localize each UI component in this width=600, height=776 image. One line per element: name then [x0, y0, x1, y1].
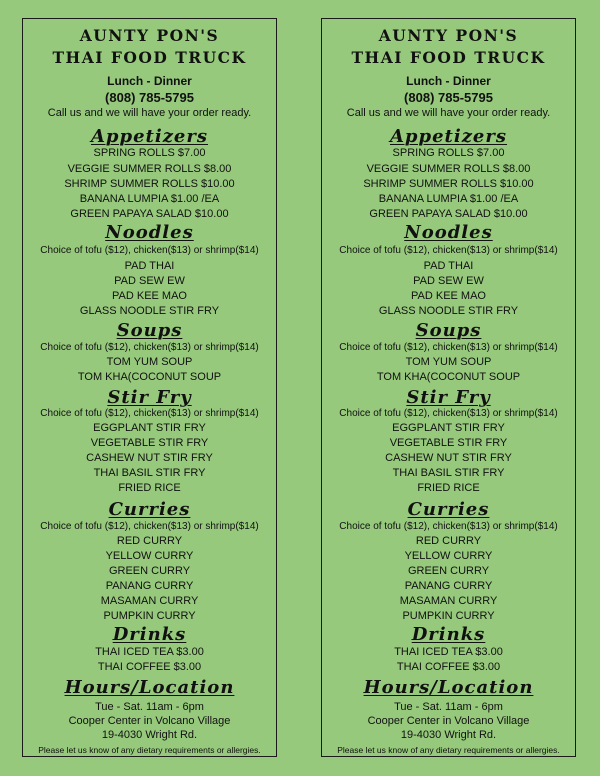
menu-item: TOM KHA(COCONUT SOUP	[77, 371, 222, 383]
menu-item: SHRIMP SUMMER ROLLS $10.00	[363, 178, 534, 190]
menu-panel-right	[321, 18, 576, 757]
section-heading-drinks: Drinks	[112, 624, 187, 645]
menu-item: VEGGIE SUMMER ROLLS $8.00	[67, 163, 232, 175]
dietary-footnote: Please let us know of any dietary requirements or allergies.	[38, 745, 261, 755]
menu-item: PUMPKIN CURRY	[103, 610, 196, 622]
menu-panel-left	[22, 18, 277, 757]
menu-item: THAI COFFEE $3.00	[396, 661, 501, 673]
menu-item: GLASS NOODLE STIR FRY	[378, 305, 519, 317]
section-heading-stir-fry: Stir Fry	[406, 387, 491, 408]
menu-item: MASAMAN CURRY	[399, 595, 498, 607]
menu-item: SHRIMP SUMMER ROLLS $10.00	[64, 178, 235, 190]
address-line: 19-4030 Wright Rd.	[101, 729, 198, 741]
section-heading-soups: Soups	[116, 320, 183, 341]
section-heading-noodles: Noodles	[105, 222, 194, 243]
service-times: Lunch - Dinner	[406, 74, 491, 88]
menu-item: RED CURRY	[415, 535, 482, 547]
section-heading-hours-location: Hours/Location	[363, 677, 534, 698]
menu-item: THAI COFFEE $3.00	[97, 661, 202, 673]
menu-item: EGGPLANT STIR FRY	[93, 422, 206, 434]
location-line: Cooper Center in Volcano Village	[367, 715, 530, 727]
section-heading-noodles: Noodles	[404, 222, 493, 243]
menu-item: GLASS NOODLE STIR FRY	[79, 305, 220, 317]
menu-item: VEGETABLE STIR FRY	[389, 437, 508, 449]
menu-item: PUMPKIN CURRY	[402, 610, 495, 622]
menu-item: PAD THAI	[423, 260, 474, 272]
menu-item: FRIED RICE	[417, 482, 480, 494]
protein-choice-note: Choice of tofu ($12), chicken($13) or shrimp($14)	[40, 342, 259, 353]
protein-choice-note: Choice of tofu ($12), chicken($13) or shrimp($14)	[339, 342, 558, 353]
section-heading-curries: Curries	[108, 499, 191, 520]
menu-item: YELLOW CURRY	[105, 550, 194, 562]
protein-choice-note: Choice of tofu ($12), chicken($13) or shrimp($14)	[40, 245, 259, 256]
section-heading-drinks: Drinks	[411, 624, 486, 645]
protein-choice-note: Choice of tofu ($12), chicken($13) or shrimp($14)	[40, 521, 259, 532]
menu-item: THAI BASIL STIR FRY	[93, 467, 206, 479]
menu-item: GREEN PAPAYA SALAD $10.00	[369, 208, 528, 220]
menu-title-line1: AUNTY PON'S	[378, 26, 519, 45]
menu-title-line1: AUNTY PON'S	[79, 26, 220, 45]
section-heading-stir-fry: Stir Fry	[107, 387, 192, 408]
menu-item: TOM KHA(COCONUT SOUP	[376, 371, 521, 383]
section-heading-curries: Curries	[407, 499, 490, 520]
menu-item: SPRING ROLLS $7.00	[392, 147, 505, 159]
menu-item: CASHEW NUT STIR FRY	[86, 452, 213, 464]
menu-item: FRIED RICE	[118, 482, 181, 494]
menu-item: VEGGIE SUMMER ROLLS $8.00	[366, 163, 531, 175]
menu-item: CASHEW NUT STIR FRY	[385, 452, 512, 464]
location-line: Cooper Center in Volcano Village	[68, 715, 231, 727]
section-heading-appetizers: Appetizers	[90, 126, 209, 147]
menu-item: PANANG CURRY	[105, 580, 194, 592]
menu-item: PAD THAI	[124, 260, 175, 272]
menu-item: YELLOW CURRY	[404, 550, 493, 562]
menu-item: TOM YUM SOUP	[106, 356, 193, 368]
menu-item: PAD SEW EW	[413, 275, 484, 287]
menu-title-line2: THAI FOOD TRUCK	[351, 48, 546, 67]
menu-item: GREEN CURRY	[108, 565, 191, 577]
menu-item: THAI BASIL STIR FRY	[392, 467, 505, 479]
menu-item: MASAMAN CURRY	[100, 595, 199, 607]
protein-choice-note: Choice of tofu ($12), chicken($13) or shrimp($14)	[339, 408, 558, 419]
menu-item: RED CURRY	[116, 535, 183, 547]
menu-item: GREEN PAPAYA SALAD $10.00	[70, 208, 229, 220]
menu-item: PANANG CURRY	[404, 580, 493, 592]
phone-number: (808) 785-5795	[105, 90, 194, 105]
protein-choice-note: Choice of tofu ($12), chicken($13) or shrimp($14)	[339, 521, 558, 532]
dietary-footnote: Please let us know of any dietary requirements or allergies.	[337, 745, 560, 755]
protein-choice-note: Choice of tofu ($12), chicken($13) or shrimp($14)	[339, 245, 558, 256]
service-times: Lunch - Dinner	[107, 74, 192, 88]
menu-item: EGGPLANT STIR FRY	[392, 422, 505, 434]
menu-item: GREEN CURRY	[407, 565, 490, 577]
menu-item: THAI ICED TEA $3.00	[394, 646, 503, 658]
call-note: Call us and we will have your order ready.	[346, 107, 551, 119]
menu-item: SPRING ROLLS $7.00	[93, 147, 206, 159]
menu-item: THAI ICED TEA $3.00	[95, 646, 204, 658]
menu-item: BANANA LUMPIA $1.00 /EA	[79, 193, 220, 205]
hours-line: Tue - Sat. 11am - 6pm	[394, 701, 503, 713]
menu-item: PAD KEE MAO	[112, 290, 187, 302]
menu-item: TOM YUM SOUP	[405, 356, 492, 368]
menu-item: BANANA LUMPIA $1.00 /EA	[378, 193, 519, 205]
menu-item: VEGETABLE STIR FRY	[90, 437, 209, 449]
call-note: Call us and we will have your order ready.	[47, 107, 252, 119]
section-heading-soups: Soups	[415, 320, 482, 341]
address-line: 19-4030 Wright Rd.	[400, 729, 497, 741]
protein-choice-note: Choice of tofu ($12), chicken($13) or shrimp($14)	[40, 408, 259, 419]
hours-line: Tue - Sat. 11am - 6pm	[95, 701, 204, 713]
menu-item: PAD KEE MAO	[411, 290, 486, 302]
menu-item: PAD SEW EW	[114, 275, 185, 287]
menu-title-line2: THAI FOOD TRUCK	[52, 48, 247, 67]
section-heading-hours-location: Hours/Location	[64, 677, 235, 698]
section-heading-appetizers: Appetizers	[389, 126, 508, 147]
phone-number: (808) 785-5795	[404, 90, 493, 105]
